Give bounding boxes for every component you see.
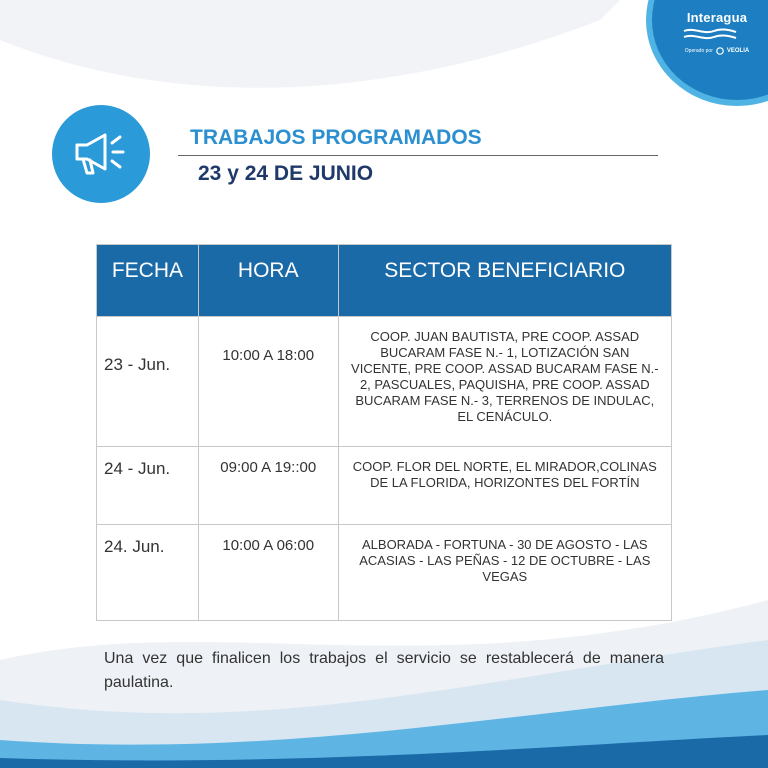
logo: [676, 10, 766, 55]
cell-sector: ALBORADA - FORTUNA - 30 DE AGOSTO - LAS ACASIAS - LAS PEÑAS - 12 DE OCTUBRE - LAS VEGAS: [338, 525, 671, 621]
table-row: [97, 525, 672, 621]
logo-subtitle: [668, 47, 766, 55]
cell-sector: COOP. FLOR DEL NORTE, EL MIRADOR,COLINAS DE LA FLORIDA, HORIZONTES DEL FORTÍN: [338, 447, 671, 525]
cell-hora: 09:00 A 19::00: [198, 447, 338, 525]
waves-icon: [682, 27, 738, 41]
logo-text: Interagua: [686, 10, 748, 25]
service-note: Una vez que finalicen los trabajos el servicio se restablecerá de manera paulatina.: [104, 650, 664, 691]
table-row: [97, 447, 672, 525]
page-subtitle: 23 y 24 DE JUNIO: [198, 162, 374, 185]
veolia-logo-icon: [716, 47, 724, 55]
title-divider: [178, 155, 658, 156]
megaphone-badge: [52, 105, 150, 203]
cell-hora: 10:00 A 06:00: [198, 525, 338, 621]
page-title: TRABAJOS PROGRAMADOS: [190, 126, 482, 149]
megaphone-icon: [71, 131, 131, 177]
table-header-row: [97, 245, 672, 317]
column-header-hora: HORA: [198, 245, 338, 317]
column-header-fecha: FECHA: [97, 245, 199, 317]
cell-sector: COOP. JUAN BAUTISTA, PRE COOP. ASSAD BUCARAM FASE N.- 1, LOTIZACIÓN SAN VICENTE, PRE COOP. ASSAD BUCARAM FASE N.- 2, PASCUALES, PAQUISHA, PRE COOP. ASSAD BUCARAM FASE N.- 3, TERRENOS DE INDULAC, EL CENÁCULO.: [338, 317, 671, 447]
cell-fecha: 24. Jun.: [97, 525, 199, 621]
cell-hora: 10:00 A 18:00: [198, 317, 338, 447]
cell-fecha: 24 - Jun.: [97, 447, 199, 525]
table-row: [97, 317, 672, 447]
cell-fecha: 23 - Jun.: [97, 317, 199, 447]
schedule-table: [96, 244, 672, 621]
operated-by-text: Operado por: [684, 48, 713, 54]
column-header-sector: SECTOR BENEFICIARIO: [338, 245, 671, 317]
partner-name: VEOLIA: [726, 48, 750, 54]
